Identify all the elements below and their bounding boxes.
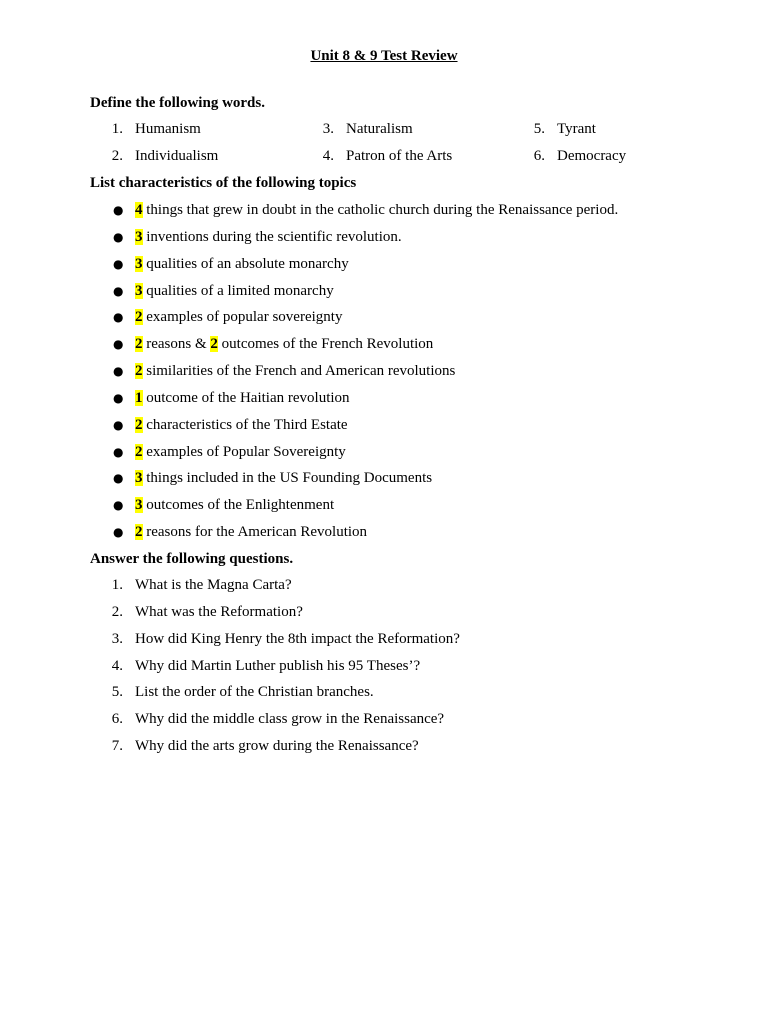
bullet-icon: ● <box>113 391 124 405</box>
list-item-text: inventions during the scientific revolution. <box>142 229 402 245</box>
count-highlight: 3 <box>135 497 143 513</box>
count-highlight: 3 <box>135 283 143 299</box>
list-heading: List characteristics of the following topics <box>90 175 357 191</box>
count-highlight: 2 <box>210 336 218 352</box>
vocab-word: Naturalism <box>346 121 413 137</box>
list-item-text: outcomes of the Enlightenment <box>142 497 335 513</box>
bullet-icon: ● <box>113 364 124 378</box>
list-item-text: qualities of a limited monarchy <box>142 283 334 299</box>
question-text: How did King Henry the 8th impact the Reformation? <box>135 631 460 647</box>
bullet-icon: ● <box>113 337 124 351</box>
question-text: What was the Reformation? <box>135 604 303 620</box>
define-heading: Define the following words. <box>90 95 265 111</box>
vocab-word: Humanism <box>135 121 201 137</box>
count-highlight: 4 <box>135 202 143 218</box>
question-number: 3. <box>111 631 123 647</box>
list-item-text: examples of Popular Sovereignty <box>142 444 346 460</box>
question-number: 6. <box>111 711 123 727</box>
question-number: 2. <box>111 604 123 620</box>
vocab-word: Individualism <box>135 148 219 164</box>
bullet-icon: ● <box>113 310 124 324</box>
list-item-text: examples of popular sovereignty <box>142 309 343 325</box>
vocab-word: Patron of the Arts <box>346 148 453 164</box>
vocab-number: 4. <box>322 148 334 164</box>
count-highlight: 2 <box>135 363 143 379</box>
list-item-text: characteristics of the Third Estate <box>142 417 348 433</box>
list-item-text: outcomes of the French Revolution <box>217 336 434 352</box>
bullet-icon: ● <box>113 498 124 512</box>
vocab-number: 6. <box>533 148 545 164</box>
question-text: Why did the middle class grow in the Renaissance? <box>135 711 445 727</box>
list-item-text: qualities of an absolute monarchy <box>142 256 349 272</box>
count-highlight: 3 <box>135 229 143 245</box>
count-highlight: 2 <box>135 444 143 460</box>
vocab-word: Democracy <box>557 148 627 164</box>
bullet-icon: ● <box>113 418 124 432</box>
bullet-icon: ● <box>113 284 124 298</box>
vocab-number: 1. <box>111 121 123 137</box>
question-text: List the order of the Christian branches. <box>135 684 374 700</box>
bullet-icon: ● <box>113 230 124 244</box>
question-number: 5. <box>111 684 123 700</box>
bullet-icon: ● <box>113 257 124 271</box>
question-number: 7. <box>111 738 123 754</box>
count-highlight: 3 <box>135 256 143 272</box>
question-text: Why did Martin Luther publish his 95 Theses’? <box>135 658 421 674</box>
count-highlight: 2 <box>135 336 143 352</box>
list-item-text: similarities of the French and American revolutions <box>142 363 456 379</box>
bullet-icon: ● <box>113 445 124 459</box>
question-text: What is the Magna Carta? <box>135 577 292 593</box>
list-item-text: reasons & <box>142 336 211 352</box>
vocab-number: 2. <box>111 148 123 164</box>
question-text: Why did the arts grow during the Renaissance? <box>135 738 419 754</box>
list-item-text: reasons for the American Revolution <box>142 524 368 540</box>
list-item-text: things that grew in doubt in the catholic church during the Renaissance period. <box>142 202 619 218</box>
bullet-icon: ● <box>113 525 124 539</box>
question-number: 1. <box>111 577 123 593</box>
questions-heading: Answer the following questions. <box>90 551 294 567</box>
count-highlight: 2 <box>135 524 143 540</box>
question-number: 4. <box>111 658 123 674</box>
page-title: Unit 8 & 9 Test Review <box>310 48 458 64</box>
count-highlight: 1 <box>135 390 143 406</box>
vocab-number: 5. <box>533 121 545 137</box>
count-highlight: 2 <box>135 417 143 433</box>
bullet-icon: ● <box>113 471 124 485</box>
vocab-word: Tyrant <box>557 121 596 137</box>
count-highlight: 3 <box>135 470 143 486</box>
list-item-text: things included in the US Founding Documents <box>142 470 433 486</box>
bullet-icon: ● <box>113 203 124 217</box>
vocab-number: 3. <box>322 121 334 137</box>
list-item-text: outcome of the Haitian revolution <box>142 390 350 406</box>
count-highlight: 2 <box>135 309 143 325</box>
